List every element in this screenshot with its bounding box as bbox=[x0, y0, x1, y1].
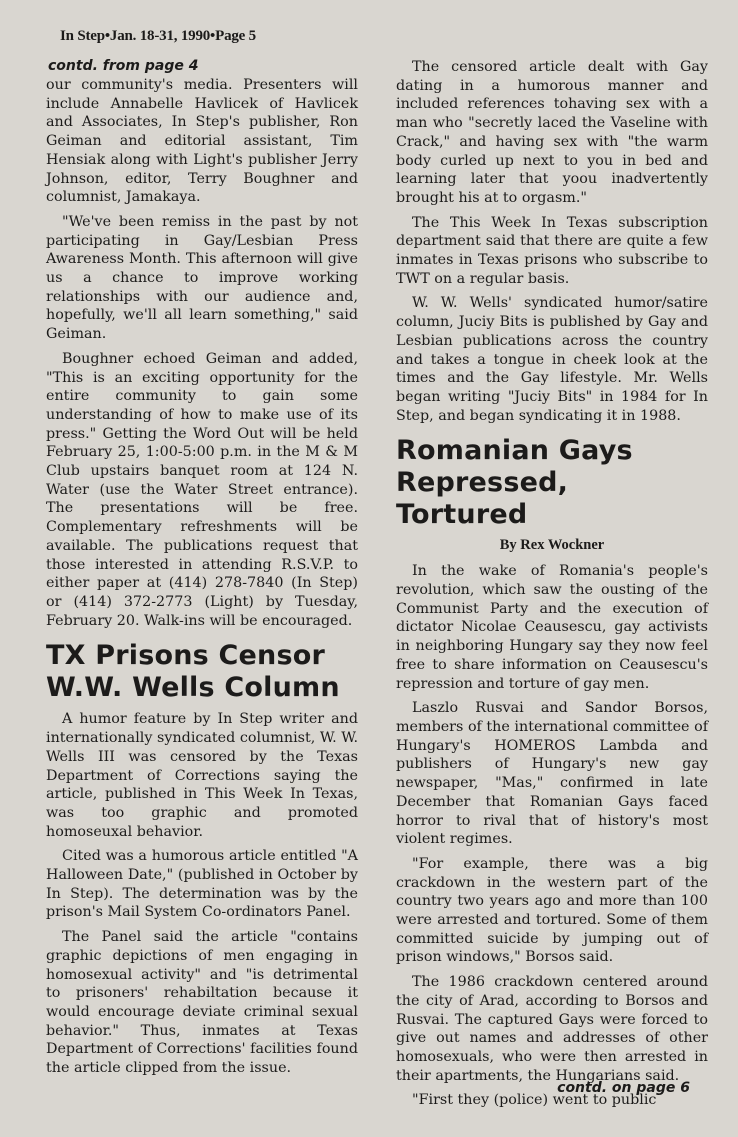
paragraph: The 1986 crackdown centered around the city of Arad, according to Borsos and Rusvai. The captured Gays were forced to give out names and addresses of other homosexuals, who were then arrested in their apartments, the Hungarians said. bbox=[396, 974, 708, 1084]
left-column bbox=[46, 58, 358, 1084]
paragraph: In the wake of Romania's people's revolution, which saw the ousting of the Communist Party and the execution of dictator Nicolae Ceausescu, gay activists in neighboring Hungary say they now feel free to share information on Ceausescu's repression and torture of gay men. bbox=[396, 563, 708, 692]
paragraph: Laszlo Rusvai and Sandor Borsos, members of the international committee of Hungary's HOMEROS Lambda and publishers of Hungary's new gay newspaper, "Mas," confirmed in late December that Romanian Gays faced horror to rival that of history's most violent regimes. bbox=[396, 700, 708, 848]
paragraph: "We've been remiss in the past by not participating in Gay/Lesbian Press Awareness Month. This afternoon will give us a chance to improve working relationships with our audience and, hopefully, we'll all learn something," said Geiman. bbox=[46, 213, 358, 343]
paragraph: The censored article dealt with Gay dating in a humorous manner and included references tohaving sex with a man who "secretly laced the Vaseline with Crack," and having sex with "the warm body curled up next to you in bed and learning later that yoou inadvertently brought his at to orgasm." bbox=[396, 59, 708, 206]
paragraph: Boughner echoed Geiman and added, "This is an exciting opportunity for the entire community to gain some understanding of how to make use of its press." Getting the Word Out will be held February 25, 1:00-5:00 p.m. in the M & M Club upstairs banquet room at 124 N. Water (use the Water Street entrance). The presentations will be free. Complementary refreshments will be available. The publications request that those interested in attending R.S.V.P. to either paper at (414) 278-7840 (In Step) or (414) 372-2773 (Light) by Tuesday, February 20. Walk-ins will be encouraged. bbox=[46, 350, 358, 629]
paragraph: A humor feature by In Step writer and internationally syndicated columnist, W. W. Wells III was censored by the Texas Department of Corrections saying the article, published in This Week In Texas, was too graphic and promoted homoseuxal behavior. bbox=[46, 711, 358, 840]
continued-on-label: contd. on page 6 bbox=[557, 1080, 690, 1096]
running-head: In Step•Jan. 18-31, 1990•Page 5 bbox=[60, 28, 256, 44]
article-headline: Romanian Gays Repressed, Tortured bbox=[396, 435, 633, 531]
continued-from-label: contd. from page 4 bbox=[48, 58, 199, 74]
paragraph: W. W. Wells' syndicated humor/satire column, Juciy Bits is published by Gay and Lesbian publications across the country and takes a tongue in cheek look at the times and the Gay lifestyle. Mr. Wells began writing "Juciy Bits" in 1984 for In Step, and began syndicating it in 1988. bbox=[396, 295, 708, 424]
right-column bbox=[396, 58, 708, 1116]
paragraph: The This Week In Texas subscription department said that there are quite a few inmates in Texas prisons who subscribe to TWT on a regular basis. bbox=[396, 214, 708, 287]
paragraph: "First they (police) went to public bbox=[412, 1092, 657, 1109]
paragraph: "For example, there was a big crackdown in the western part of the country two years ago and more than 100 were arrested and tortured. Some of them committed suicide by jumping out of prison windows," Borsos said. bbox=[396, 855, 708, 966]
paragraph: Cited was a humorous article entitled "A Halloween Date," (published in October by In Step). The determination was by the prison's Mail System Co-ordinators Panel. bbox=[46, 848, 358, 921]
byline: By Rex Wockner bbox=[499, 537, 605, 554]
article-headline: TX Prisons Censor W.W. Wells Column bbox=[46, 640, 340, 704]
paragraph: our community's media. Presenters will include Annabelle Havlicek of Havlicek and Associates, In Step's publisher, Ron Geiman and editorial assistant, Tim Hensiak along with Light's publisher Jerry Johnson, editor, Terry Boughner and columnist, Jamakaya. bbox=[46, 77, 358, 206]
paragraph: The Panel said the article "contains graphic depictions of men engaging in homosexual activity" and "is detrimental to prisoners' rehabiltation because it would encourage deviate criminal sexual behavior." Thus, inmates at Texas Department of Corrections' facilities found the article clipped from the issue. bbox=[46, 929, 358, 1077]
